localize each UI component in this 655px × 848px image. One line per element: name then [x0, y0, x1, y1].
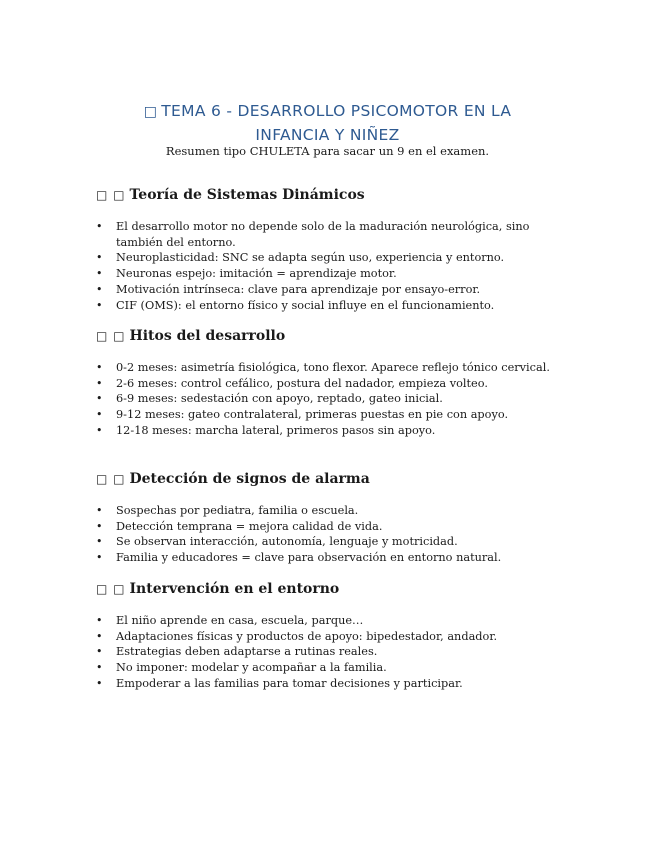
- document-title: [120, 100, 535, 147]
- list-item: [96, 391, 566, 407]
- title-line-1: [120, 100, 535, 124]
- list-item-text: Motivación intrínseca: clave para aprendizaje por ensayo-error.: [116, 282, 481, 296]
- list-item-text: CIF (OMS): el entorno físico y social influye en el funcionamiento.: [116, 298, 495, 312]
- list-item-text: Neuroplasticidad: SNC se adapta según uso, experiencia y entorno.: [116, 251, 505, 265]
- list-item-text: 6-9 meses: sedestación con apoyo, reptado, gateo inicial.: [116, 392, 443, 406]
- list-item: [96, 407, 566, 423]
- bullet-icon: •: [96, 251, 103, 265]
- list-item: [96, 629, 566, 645]
- section-sistemas-dinamicos: [96, 186, 566, 313]
- list-item: [96, 423, 566, 439]
- bullet-icon: •: [96, 408, 103, 422]
- bullet-list: [96, 219, 566, 313]
- list-item-text: Estrategias deben adaptarse a rutinas reales.: [116, 645, 378, 659]
- bullet-icon: •: [96, 676, 103, 690]
- list-item: [96, 360, 566, 376]
- list-item: [96, 644, 566, 660]
- list-item: [96, 519, 566, 535]
- list-item-text: Detección temprana = mejora calidad de vida.: [116, 519, 383, 533]
- list-item: [96, 676, 566, 692]
- bullet-list: [96, 503, 566, 566]
- bullet-icon: •: [96, 376, 103, 390]
- bullet-icon: •: [96, 392, 103, 406]
- list-item-text: Se observan interacción, autonomía, lenguaje y motricidad.: [116, 535, 458, 549]
- list-item-text: Familia y educadores = clave para observación en entorno natural.: [116, 551, 502, 565]
- bullet-icon: •: [96, 361, 103, 374]
- section-heading: [96, 186, 566, 204]
- bullet-icon: •: [96, 629, 103, 643]
- section-signos-alarma: [96, 470, 566, 566]
- missing-glyph-icon: □: [143, 104, 158, 120]
- bullet-icon: •: [96, 645, 103, 659]
- list-item: [96, 282, 566, 298]
- list-item: [96, 660, 566, 676]
- list-item-text: 2-6 meses: control cefálico, postura del nadador, empieza volteo.: [116, 376, 488, 390]
- title-text-line-1: TEMA 6 - DESARROLLO PSICOMOTOR EN LA: [161, 102, 512, 120]
- bullet-icon: •: [96, 504, 103, 517]
- missing-glyph-icon: □ □: [96, 329, 126, 343]
- title-line-2: INFANCIA Y NIÑEZ: [255, 126, 400, 144]
- list-item: [96, 266, 566, 282]
- list-item-text: El desarrollo motor no depende solo de la maduración neurológica, sino también del entorno.: [116, 220, 530, 249]
- section-intervencion-entorno: [96, 580, 566, 692]
- section-heading-text: Teoría de Sistemas Dinámicos: [129, 187, 365, 203]
- bullet-icon: •: [96, 282, 103, 296]
- list-item: [96, 503, 566, 519]
- bullet-icon: •: [96, 661, 103, 675]
- bullet-icon: •: [96, 535, 103, 549]
- missing-glyph-icon: □ □: [96, 188, 126, 202]
- bullet-icon: •: [96, 267, 103, 281]
- section-heading-text: Detección de signos de alarma: [129, 471, 370, 487]
- list-item-text: Adaptaciones físicas y productos de apoyo: bipedestador, andador.: [116, 629, 498, 643]
- list-item: [96, 219, 566, 250]
- bullet-icon: •: [96, 551, 103, 565]
- bullet-icon: •: [96, 423, 103, 437]
- list-item: [96, 550, 566, 566]
- list-item: [96, 250, 566, 266]
- list-item-text: Empoderar a las familias para tomar decisiones y participar.: [116, 676, 463, 690]
- list-item: [96, 613, 566, 629]
- list-item-text: El niño aprende en casa, escuela, parque…: [116, 614, 364, 627]
- list-item: [96, 376, 566, 392]
- missing-glyph-icon: □ □: [96, 472, 126, 486]
- section-heading-text: Intervención en el entorno: [129, 581, 340, 597]
- section-heading-text: Hitos del desarrollo: [129, 328, 286, 344]
- section-heading: [96, 580, 566, 598]
- missing-glyph-icon: □ □: [96, 582, 126, 596]
- bullet-icon: •: [96, 614, 103, 627]
- document-subtitle: Resumen tipo CHULETA para sacar un 9 en el examen.: [165, 144, 490, 158]
- list-item-text: 9-12 meses: gateo contralateral, primeras puestas en pie con apoyo.: [116, 408, 509, 422]
- bullet-icon: •: [96, 220, 103, 233]
- section-hitos-desarrollo: [96, 327, 566, 439]
- list-item-text: 12-18 meses: marcha lateral, primeros pasos sin apoyo.: [116, 423, 436, 437]
- list-item-text: Neuronas espejo: imitación = aprendizaje motor.: [116, 267, 397, 281]
- section-heading: [96, 470, 566, 488]
- section-heading: [96, 327, 566, 345]
- bullet-list: [96, 613, 566, 692]
- list-item-text: Sospechas por pediatra, familia o escuela.: [116, 504, 359, 517]
- list-item-text: No imponer: modelar y acompañar a la familia.: [116, 661, 387, 675]
- list-item-text: 0-2 meses: asimetría fisiológica, tono flexor. Aparece reflejo tónico cervical.: [116, 361, 550, 374]
- bullet-icon: •: [96, 519, 103, 533]
- list-item: [96, 534, 566, 550]
- bullet-list: [96, 360, 566, 439]
- bullet-icon: •: [96, 298, 103, 312]
- list-item: [96, 298, 566, 314]
